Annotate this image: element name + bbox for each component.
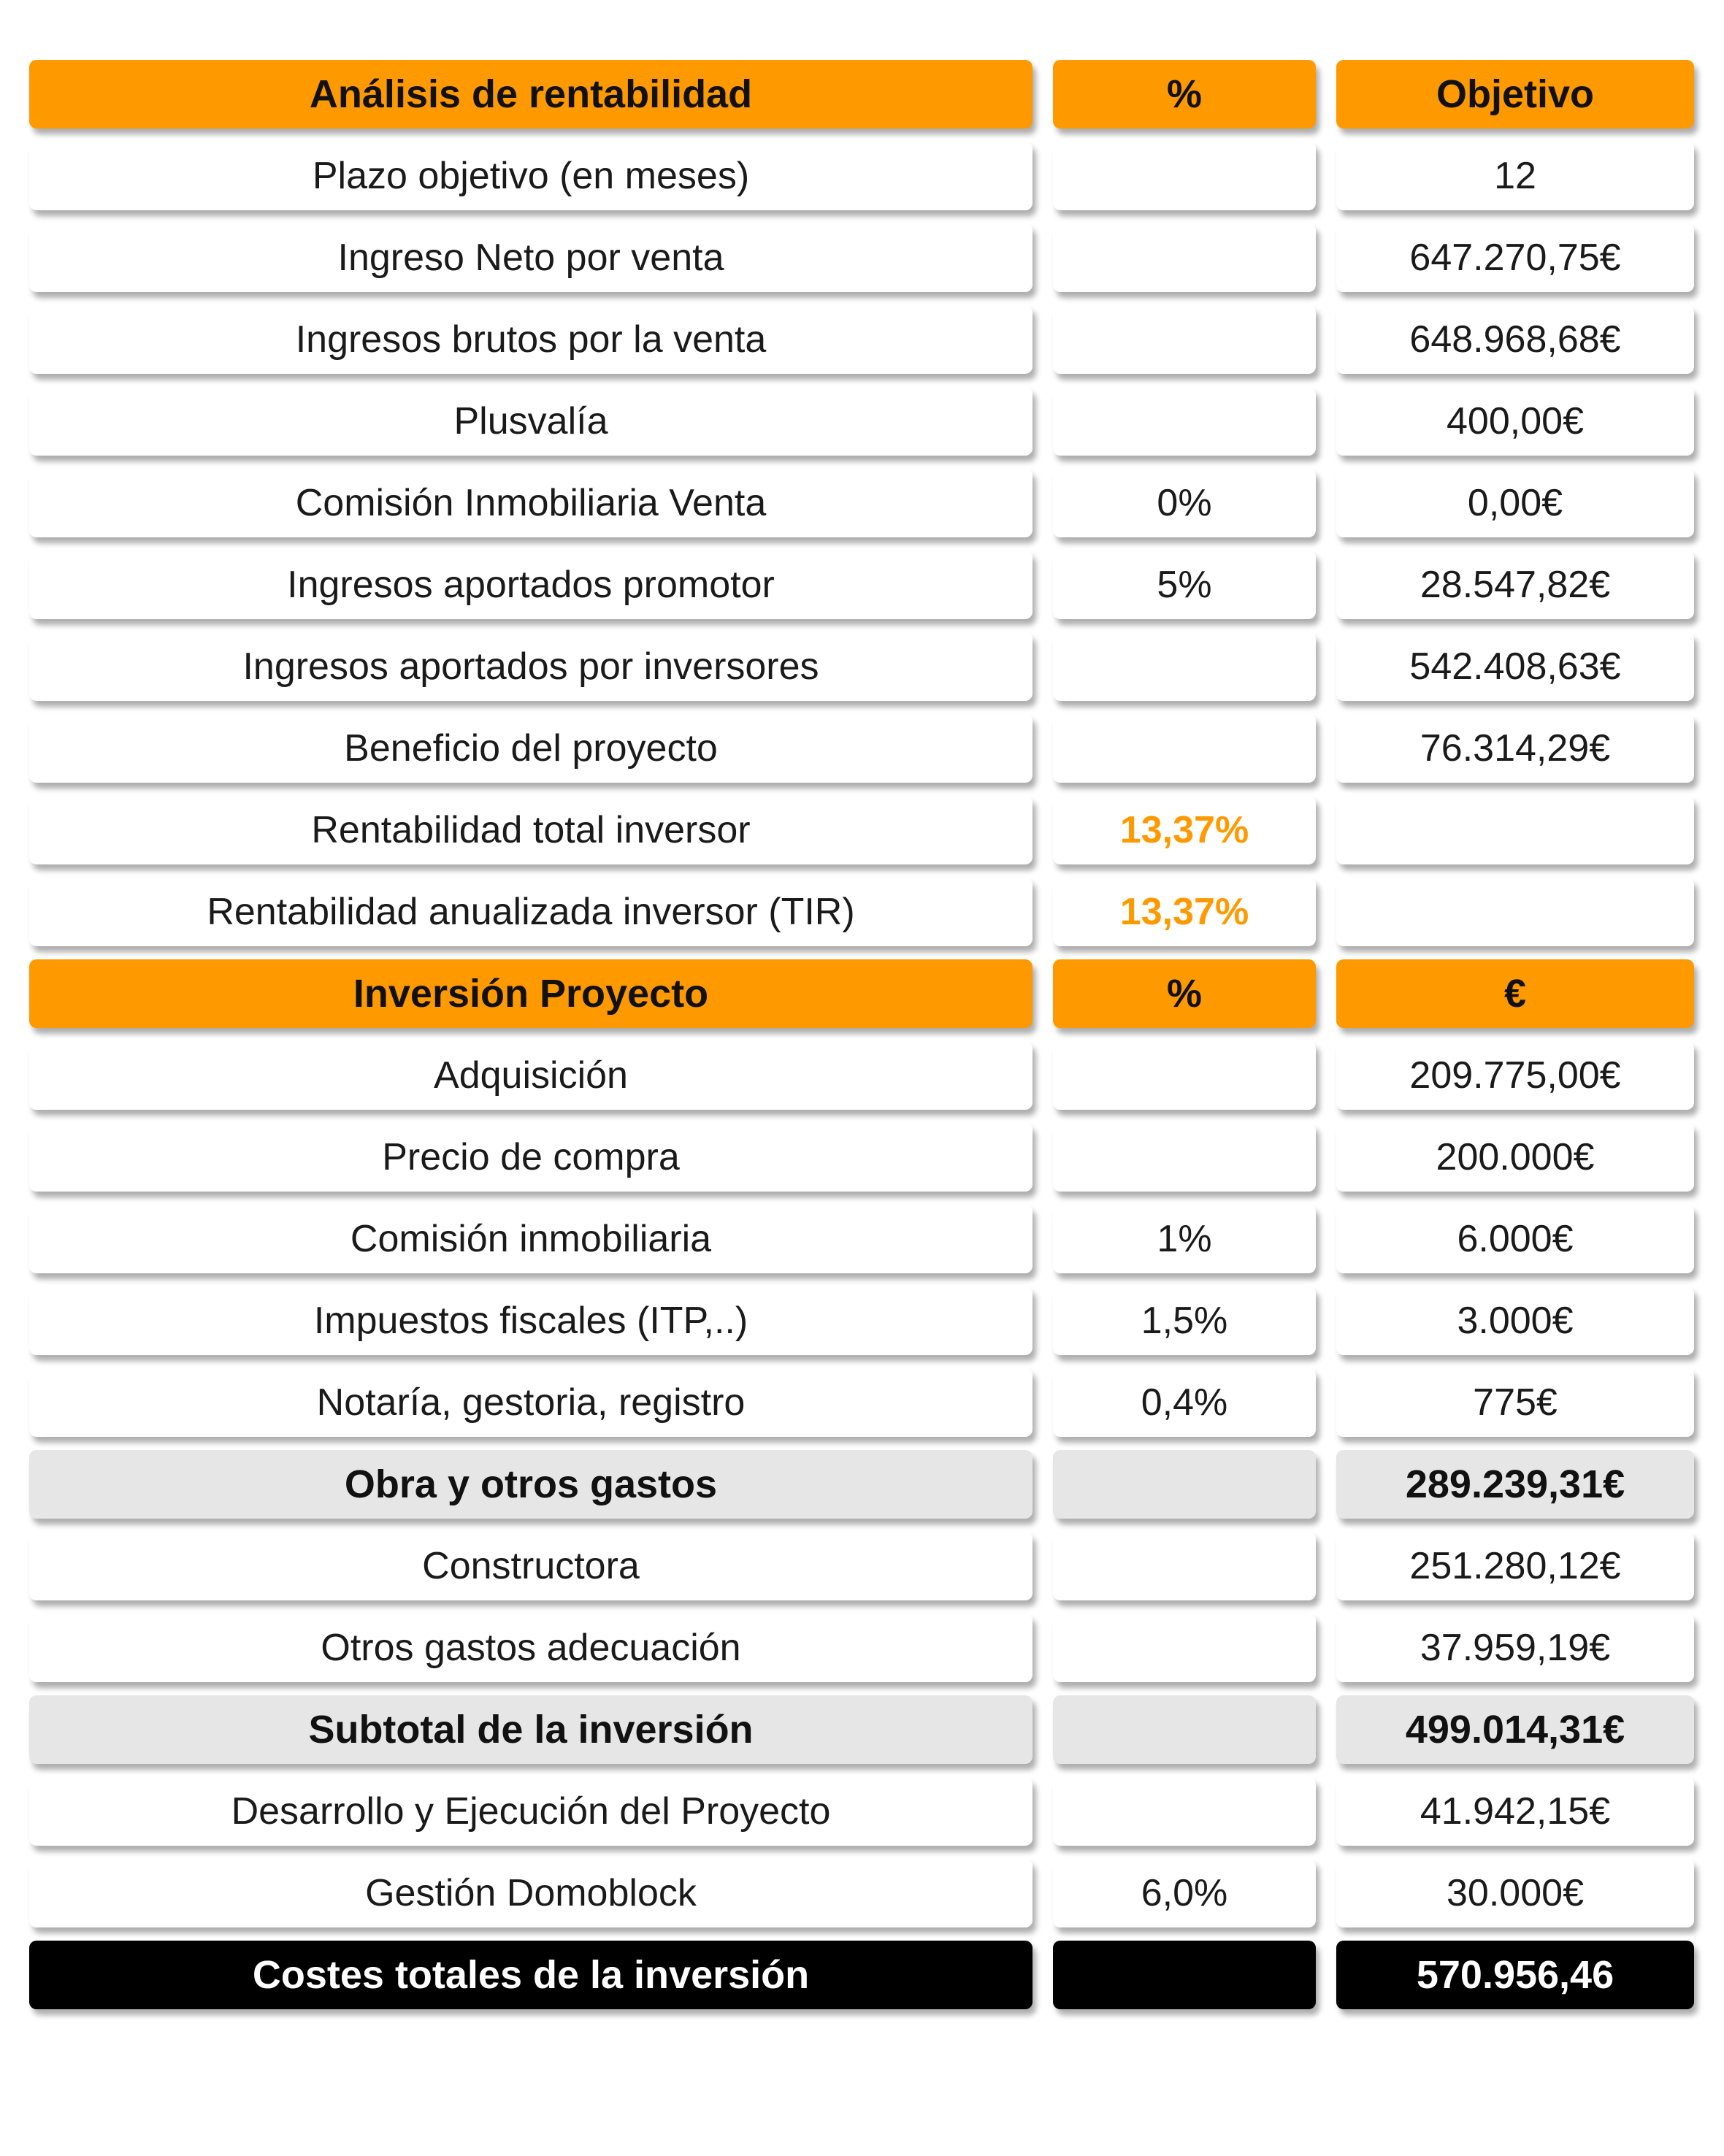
row-percentage: 1%	[1053, 1205, 1316, 1273]
row-percentage	[1053, 1614, 1316, 1682]
row-percentage: 1,5%	[1053, 1286, 1316, 1355]
row-percentage	[1053, 632, 1316, 701]
row-value: 647.270,75€	[1336, 223, 1694, 292]
table-row	[29, 796, 1694, 864]
row-label: Gestión Domoblock	[29, 1859, 1033, 1927]
row-label: Rentabilidad anualizada inversor (TIR)	[29, 878, 1033, 946]
row-percentage	[1053, 1532, 1316, 1600]
row-percentage	[1053, 387, 1316, 456]
row-percentage	[1053, 1695, 1316, 1764]
subtotal-row	[29, 1450, 1694, 1519]
row-percentage: %	[1053, 959, 1316, 1028]
row-label: Plusvalía	[29, 387, 1033, 456]
table-row	[29, 878, 1694, 946]
row-label: Plazo objetivo (en meses)	[29, 142, 1033, 210]
row-value: 400,00€	[1336, 387, 1694, 456]
row-percentage	[1053, 1941, 1316, 2009]
table-row	[29, 1368, 1694, 1437]
row-value: 30.000€	[1336, 1859, 1694, 1927]
table-row	[29, 1777, 1694, 1846]
row-label: Notaría, gestoria, registro	[29, 1368, 1033, 1437]
row-percentage	[1053, 1041, 1316, 1110]
row-label: Adquisición	[29, 1041, 1033, 1110]
table-row	[29, 1041, 1694, 1110]
row-label: Constructora	[29, 1532, 1033, 1600]
row-percentage: 0%	[1053, 469, 1316, 537]
row-value: 12	[1336, 142, 1694, 210]
section-header-row	[29, 959, 1694, 1028]
table-row	[29, 469, 1694, 537]
row-value: 76.314,29€	[1336, 714, 1694, 783]
row-percentage	[1053, 1450, 1316, 1519]
row-percentage: 6,0%	[1053, 1859, 1316, 1927]
table-row	[29, 1205, 1694, 1273]
row-value: 289.239,31€	[1336, 1450, 1694, 1519]
table-row	[29, 632, 1694, 701]
row-label: Comisión inmobiliaria	[29, 1205, 1033, 1273]
table-row	[29, 223, 1694, 292]
table-row	[29, 1123, 1694, 1192]
row-value: 209.775,00€	[1336, 1041, 1694, 1110]
row-value: 499.014,31€	[1336, 1695, 1694, 1764]
row-label: Ingreso Neto por venta	[29, 223, 1033, 292]
row-percentage: %	[1053, 60, 1316, 128]
table-row	[29, 550, 1694, 619]
row-value: 3.000€	[1336, 1286, 1694, 1355]
row-value: 570.956,46	[1336, 1941, 1694, 2009]
table-row	[29, 1859, 1694, 1927]
table-row	[29, 1532, 1694, 1600]
table-row	[29, 142, 1694, 210]
row-label: Otros gastos adecuación	[29, 1614, 1033, 1682]
table-row	[29, 305, 1694, 374]
row-value: 542.408,63€	[1336, 632, 1694, 701]
row-percentage	[1053, 1777, 1316, 1846]
row-label: Beneficio del proyecto	[29, 714, 1033, 783]
row-label: Comisión Inmobiliaria Venta	[29, 469, 1033, 537]
row-value	[1336, 796, 1694, 864]
row-percentage	[1053, 223, 1316, 292]
row-label: Costes totales de la inversión	[29, 1941, 1033, 2009]
row-percentage	[1053, 142, 1316, 210]
row-label: Rentabilidad total inversor	[29, 796, 1033, 864]
table-row	[29, 714, 1694, 783]
profitability-table	[29, 60, 1694, 2022]
row-value: 28.547,82€	[1336, 550, 1694, 619]
table-row	[29, 1614, 1694, 1682]
row-percentage: 5%	[1053, 550, 1316, 619]
row-value: 775€	[1336, 1368, 1694, 1437]
row-percentage	[1053, 714, 1316, 783]
table-row	[29, 1286, 1694, 1355]
row-label: Ingresos aportados promotor	[29, 550, 1033, 619]
total-row	[29, 1941, 1694, 2009]
row-value: Objetivo	[1336, 60, 1694, 128]
row-percentage	[1053, 305, 1316, 374]
row-percentage: 13,37%	[1053, 878, 1316, 946]
row-value: 200.000€	[1336, 1123, 1694, 1192]
subtotal-row	[29, 1695, 1694, 1764]
row-label: Subtotal de la inversión	[29, 1695, 1033, 1764]
row-value: 37.959,19€	[1336, 1614, 1694, 1682]
row-percentage: 0,4%	[1053, 1368, 1316, 1437]
row-value: 251.280,12€	[1336, 1532, 1694, 1600]
row-label: Ingresos brutos por la venta	[29, 305, 1033, 374]
row-label: Análisis de rentabilidad	[29, 60, 1033, 128]
row-value: 0,00€	[1336, 469, 1694, 537]
row-label: Precio de compra	[29, 1123, 1033, 1192]
row-value	[1336, 878, 1694, 946]
table-row	[29, 387, 1694, 456]
row-percentage: 13,37%	[1053, 796, 1316, 864]
row-label: Desarrollo y Ejecución del Proyecto	[29, 1777, 1033, 1846]
row-label: Inversión Proyecto	[29, 959, 1033, 1028]
row-label: Obra y otros gastos	[29, 1450, 1033, 1519]
row-label: Ingresos aportados por inversores	[29, 632, 1033, 701]
row-value: 6.000€	[1336, 1205, 1694, 1273]
row-value: 41.942,15€	[1336, 1777, 1694, 1846]
row-percentage	[1053, 1123, 1316, 1192]
row-value: 648.968,68€	[1336, 305, 1694, 374]
row-value: €	[1336, 959, 1694, 1028]
section-header-row	[29, 60, 1694, 128]
row-label: Impuestos fiscales (ITP,..)	[29, 1286, 1033, 1355]
